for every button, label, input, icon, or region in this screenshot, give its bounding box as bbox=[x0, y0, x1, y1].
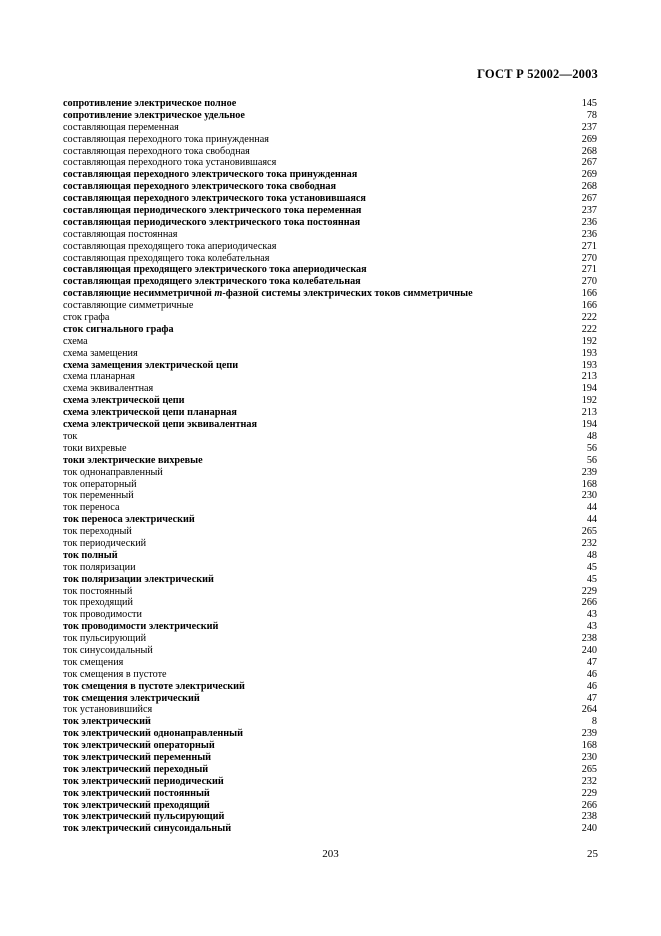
index-page-ref: 193 bbox=[581, 347, 597, 359]
index-page-ref: 268 bbox=[581, 145, 597, 157]
index-term: схема bbox=[63, 335, 88, 347]
index-term: составляющая переходного тока установившаяся bbox=[63, 157, 277, 169]
index-entry bbox=[63, 264, 597, 276]
index-term: составляющая периодического электрического тока постоянная bbox=[63, 216, 361, 228]
index-entry bbox=[63, 704, 597, 716]
index-term: ток электрический переменный bbox=[63, 751, 212, 763]
index-entry bbox=[63, 312, 597, 324]
index-term: схема эквивалентная bbox=[63, 383, 154, 395]
index-page-ref: 240 bbox=[581, 644, 597, 656]
index-page-ref: 240 bbox=[581, 823, 597, 835]
index-page-ref: 47 bbox=[586, 692, 597, 704]
index-page-ref: 56 bbox=[586, 442, 597, 454]
index-term: составляющая переходного электрического тока установившаяся bbox=[63, 193, 366, 205]
index-page-ref: 238 bbox=[581, 633, 597, 645]
term-index bbox=[63, 98, 597, 835]
index-page-ref: 44 bbox=[586, 514, 597, 526]
index-term: ток смещения в пустоте bbox=[63, 668, 167, 680]
index-page-ref: 236 bbox=[581, 228, 597, 240]
index-term: составляющие несимметричной m-фазной системы электрических токов симметричные bbox=[63, 288, 473, 300]
index-term: сопротивление электрическое полное bbox=[63, 98, 237, 109]
index-page-ref: 45 bbox=[586, 573, 597, 585]
index-term: схема электрической цепи bbox=[63, 395, 185, 407]
index-entry bbox=[63, 633, 597, 645]
index-term: составляющая переходного тока свободная bbox=[63, 145, 250, 157]
index-page-ref: 230 bbox=[581, 751, 597, 763]
index-entry bbox=[63, 455, 597, 467]
index-entry bbox=[63, 526, 597, 538]
index-term: ток установившийся bbox=[63, 704, 153, 716]
index-page-ref: 166 bbox=[581, 300, 597, 312]
index-page-ref: 193 bbox=[581, 359, 597, 371]
index-term: сопротивление электрическое удельное bbox=[63, 109, 245, 121]
index-term: ток переходный bbox=[63, 526, 132, 538]
index-page-ref: 78 bbox=[586, 109, 597, 121]
index-term: составляющая переходного электрического тока свободная bbox=[63, 181, 337, 193]
index-term: схема планарная bbox=[63, 371, 135, 383]
index-term: ток постоянный bbox=[63, 585, 133, 597]
index-entry bbox=[63, 574, 597, 586]
index-page-ref: 194 bbox=[581, 419, 597, 431]
index-entry bbox=[63, 800, 597, 812]
index-entry bbox=[63, 348, 597, 360]
index-entry bbox=[63, 300, 597, 312]
index-page-ref: 264 bbox=[581, 704, 597, 716]
index-page-ref: 269 bbox=[581, 169, 597, 181]
index-entry bbox=[63, 110, 597, 122]
index-page-ref: 192 bbox=[581, 335, 597, 347]
index-entry bbox=[63, 586, 597, 598]
index-page-ref: 229 bbox=[581, 787, 597, 799]
index-page-ref: 46 bbox=[586, 668, 597, 680]
index-page-ref: 192 bbox=[581, 395, 597, 407]
index-page-ref: 238 bbox=[581, 811, 597, 823]
index-entry bbox=[63, 538, 597, 550]
index-page-ref: 239 bbox=[581, 466, 597, 478]
index-term: сток сигнального графа bbox=[63, 323, 174, 335]
index-entry bbox=[63, 276, 597, 288]
index-term: схема замещения электрической цепи bbox=[63, 359, 239, 371]
index-entry bbox=[63, 609, 597, 621]
index-page-ref: 145 bbox=[581, 98, 597, 109]
index-entry bbox=[63, 752, 597, 764]
index-entry bbox=[63, 693, 597, 705]
index-page-ref: 236 bbox=[581, 216, 597, 228]
index-term: составляющая периодического электрического тока переменная bbox=[63, 205, 362, 217]
sheet-number: 25 bbox=[587, 848, 598, 860]
index-term: ток операторный bbox=[63, 478, 137, 490]
index-entry bbox=[63, 811, 597, 823]
index-entry bbox=[63, 419, 597, 431]
index-term: ток bbox=[63, 430, 78, 442]
index-entry bbox=[63, 336, 597, 348]
index-term: ток переноса электрический bbox=[63, 514, 195, 526]
index-term: ток электрический bbox=[63, 716, 151, 728]
index-page-ref: 168 bbox=[581, 740, 597, 752]
index-term: ток электрический преходящий bbox=[63, 799, 210, 811]
index-entry bbox=[63, 597, 597, 609]
index-entry bbox=[63, 193, 597, 205]
index-entry bbox=[63, 490, 597, 502]
page-number: 203 bbox=[322, 848, 339, 860]
index-page-ref: 270 bbox=[581, 252, 597, 264]
index-entry bbox=[63, 823, 597, 835]
index-entry bbox=[63, 740, 597, 752]
index-entry bbox=[63, 514, 597, 526]
index-page-ref: 8 bbox=[591, 716, 597, 728]
index-page-ref: 222 bbox=[581, 312, 597, 324]
index-entry bbox=[63, 229, 597, 241]
index-page-ref: 194 bbox=[581, 383, 597, 395]
index-entry bbox=[63, 383, 597, 395]
index-term: составляющая постоянная bbox=[63, 228, 178, 240]
index-entry bbox=[63, 621, 597, 633]
index-term: ток смещения в пустоте электрический bbox=[63, 680, 245, 692]
index-entry bbox=[63, 681, 597, 693]
index-page-ref: 44 bbox=[586, 502, 597, 514]
index-entry bbox=[63, 645, 597, 657]
index-entry bbox=[63, 431, 597, 443]
index-page-ref: 265 bbox=[581, 763, 597, 775]
index-term: ток электрический однонаправленный bbox=[63, 728, 243, 740]
index-term: составляющая преходящего электрического тока колебательная bbox=[63, 276, 361, 288]
index-entry bbox=[63, 157, 597, 169]
index-page-ref: 46 bbox=[586, 680, 597, 692]
index-term: схема замещения bbox=[63, 347, 138, 359]
index-page-ref: 168 bbox=[581, 478, 597, 490]
index-term: составляющая переходного электрического тока принужденная bbox=[63, 169, 358, 181]
index-entry bbox=[63, 467, 597, 479]
index-entry bbox=[63, 146, 597, 158]
index-entry bbox=[63, 98, 597, 110]
index-term: схема электрической цепи планарная bbox=[63, 407, 237, 419]
index-term: составляющая преходящего электрического тока апериодическая bbox=[63, 264, 367, 276]
index-entry bbox=[63, 241, 597, 253]
index-term: ток смещения электрический bbox=[63, 692, 200, 704]
index-term: составляющая переменная bbox=[63, 121, 179, 133]
index-entry bbox=[63, 669, 597, 681]
index-term: составляющие симметричные bbox=[63, 300, 194, 312]
index-term: ток периодический bbox=[63, 537, 147, 549]
index-page-ref: 47 bbox=[586, 656, 597, 668]
index-term: ток переменный bbox=[63, 490, 134, 502]
index-page-ref: 271 bbox=[581, 264, 597, 276]
index-term: ток пульсирующий bbox=[63, 633, 147, 645]
index-term: ток поляризации электрический bbox=[63, 573, 214, 585]
index-page-ref: 267 bbox=[581, 193, 597, 205]
index-term: ток электрический операторный bbox=[63, 740, 215, 752]
index-page-ref: 265 bbox=[581, 526, 597, 538]
index-page-ref: 48 bbox=[586, 430, 597, 442]
index-term: ток поляризации bbox=[63, 561, 136, 573]
index-entry bbox=[63, 657, 597, 669]
index-entry bbox=[63, 288, 597, 300]
index-term: ток полный bbox=[63, 549, 118, 561]
index-page-ref: 56 bbox=[586, 454, 597, 466]
index-page-ref: 230 bbox=[581, 490, 597, 502]
index-term: сток графа bbox=[63, 312, 110, 324]
index-entry bbox=[63, 788, 597, 800]
index-entry bbox=[63, 443, 597, 455]
index-term: составляющая преходящего тока апериодическая bbox=[63, 240, 277, 252]
index-term: ток переноса bbox=[63, 502, 120, 514]
index-entry bbox=[63, 479, 597, 491]
index-entry bbox=[63, 122, 597, 134]
index-page-ref: 166 bbox=[581, 288, 597, 300]
document-header: ГОСТ Р 52002—2003 bbox=[477, 67, 598, 81]
index-term: ток электрический переходный bbox=[63, 763, 209, 775]
index-term: ток синусоидальный bbox=[63, 644, 153, 656]
index-entry bbox=[63, 395, 597, 407]
index-page-ref: 43 bbox=[586, 609, 597, 621]
index-page-ref: 267 bbox=[581, 157, 597, 169]
index-entry bbox=[63, 181, 597, 193]
index-term: схема электрической цепи эквивалентная bbox=[63, 419, 257, 431]
index-term: составляющая переходного тока принужденная bbox=[63, 133, 269, 145]
index-entry bbox=[63, 371, 597, 383]
index-term: ток преходящий bbox=[63, 597, 133, 609]
index-page-ref: 213 bbox=[581, 407, 597, 419]
index-entry bbox=[63, 407, 597, 419]
index-term: составляющая преходящего тока колебательная bbox=[63, 252, 270, 264]
index-entry bbox=[63, 502, 597, 514]
index-page-ref: 45 bbox=[586, 561, 597, 573]
index-entry bbox=[63, 205, 597, 217]
index-term: ток однонаправленный bbox=[63, 466, 163, 478]
index-entry bbox=[63, 562, 597, 574]
index-term: ток электрический периодический bbox=[63, 775, 224, 787]
index-page-ref: 269 bbox=[581, 133, 597, 145]
index-page-ref: 237 bbox=[581, 121, 597, 133]
index-page-ref: 232 bbox=[581, 775, 597, 787]
index-term: ток проводимости электрический bbox=[63, 621, 219, 633]
index-term: ток электрический постоянный bbox=[63, 787, 210, 799]
index-page-ref: 43 bbox=[586, 621, 597, 633]
index-term: ток проводимости bbox=[63, 609, 142, 621]
index-entry bbox=[63, 217, 597, 229]
index-page-ref: 239 bbox=[581, 728, 597, 740]
index-page-ref: 213 bbox=[581, 371, 597, 383]
index-page-ref: 232 bbox=[581, 537, 597, 549]
index-page-ref: 237 bbox=[581, 205, 597, 217]
index-entry bbox=[63, 764, 597, 776]
index-page-ref: 266 bbox=[581, 597, 597, 609]
index-entry bbox=[63, 776, 597, 788]
index-entry bbox=[63, 728, 597, 740]
index-term: ток электрический синусоидальный bbox=[63, 823, 232, 835]
index-page-ref: 266 bbox=[581, 799, 597, 811]
index-page-ref: 270 bbox=[581, 276, 597, 288]
index-entry bbox=[63, 716, 597, 728]
index-term: токи электрические вихревые bbox=[63, 454, 203, 466]
index-term: ток смещения bbox=[63, 656, 124, 668]
index-page-ref: 268 bbox=[581, 181, 597, 193]
index-page-ref: 229 bbox=[581, 585, 597, 597]
index-entry bbox=[63, 550, 597, 562]
index-page-ref: 48 bbox=[586, 549, 597, 561]
index-page-ref: 222 bbox=[581, 323, 597, 335]
index-entry bbox=[63, 324, 597, 336]
index-entry bbox=[63, 134, 597, 146]
index-entry bbox=[63, 360, 597, 372]
index-entry bbox=[63, 169, 597, 181]
index-entry bbox=[63, 253, 597, 265]
index-term: ток электрический пульсирующий bbox=[63, 811, 225, 823]
index-term: токи вихревые bbox=[63, 442, 127, 454]
index-page-ref: 271 bbox=[581, 240, 597, 252]
